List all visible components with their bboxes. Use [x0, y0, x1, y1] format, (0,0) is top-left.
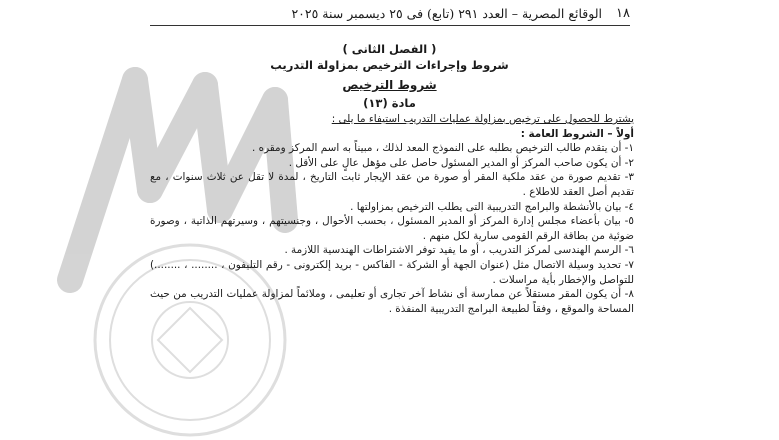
list-item: ٨- أن يكون المقر مستقلاً عن ممارسة أى نشاط آخر تجارى أو تعليمى ، وملائماً لمزاولة عمليات التدريب من حيث المساحة والموقع ، وفقاً لطبيعة البرامج التدريبية المنفذة . [150, 288, 634, 315]
article-body [150, 112, 634, 316]
intro-paragraph: يشترط للحصول على ترخيص بمزاولة عمليات التدريب استيفاء ما يلى : [331, 113, 634, 125]
running-title: الوقائع المصرية – العدد ٢٩١ (تابع) فى ٢٥ ديسمبر سنة ٢٠٢٥ [291, 5, 603, 21]
header-rule [150, 25, 630, 26]
list-item: ١- أن يتقدم طالب الترخيص بطلبه على النموذج المعد لذلك ، مبيناً به اسم المركز ومقره . [252, 142, 634, 155]
section-heading [0, 78, 779, 92]
list-item: ٦- الرسم الهندسى لمركز التدريب ، أو ما يفيد توفر الاشتراطات الهندسية اللازمة . [284, 244, 634, 257]
chapter-heading: ( الفصل الثانى ) [342, 42, 437, 56]
chapter-subtitle: شروط وإجراءات الترخيص بمزاولة التدريب [270, 58, 509, 72]
list-item: ٤- بيان بالأنشطة والبرامج التدريبية التى يطلب الترخيص بمزاولتها . [350, 200, 634, 213]
general-conditions-heading: أولاً – الشروط العامة : [520, 127, 634, 140]
article-heading: مادة (١٣) [363, 96, 416, 110]
running-header [150, 2, 630, 24]
list-item: ٣- تقديم صورة من عقد ملكية المقر أو صورة من عقد الإيجار ثابت التاريخ ، لمدة لا تقل عن ثلاث سنوات ، مع تقديم أصل العقد للاطلاع . [150, 171, 634, 198]
section-heading-text: شروط الترخيص [342, 78, 437, 92]
list-item: ٧- تحديد وسيلة الاتصال مثل (عنوان الجهة أو الشركة - الفاكس - بريد إلكترونى - رقم التليفون ، ........ ، ........) للتواصل والإخطار بأية مراسلات . [150, 258, 634, 286]
page-number: ١٨ [616, 5, 630, 21]
list-item: ٥- بيان بأعضاء مجلس إدارة المركز أو المدير المسئول ، بحسب الأحوال ، وجنسيتهم ، وسيرتهم الذاتية ، وصورة ضوئية من بطاقة الرقم القومى سارية لكل منهم . [150, 215, 634, 242]
list-item: ٢- أن يكون صاحب المركز أو المدير المسئول حاصل على مؤهل عالٍ على الأقل . [288, 156, 634, 169]
